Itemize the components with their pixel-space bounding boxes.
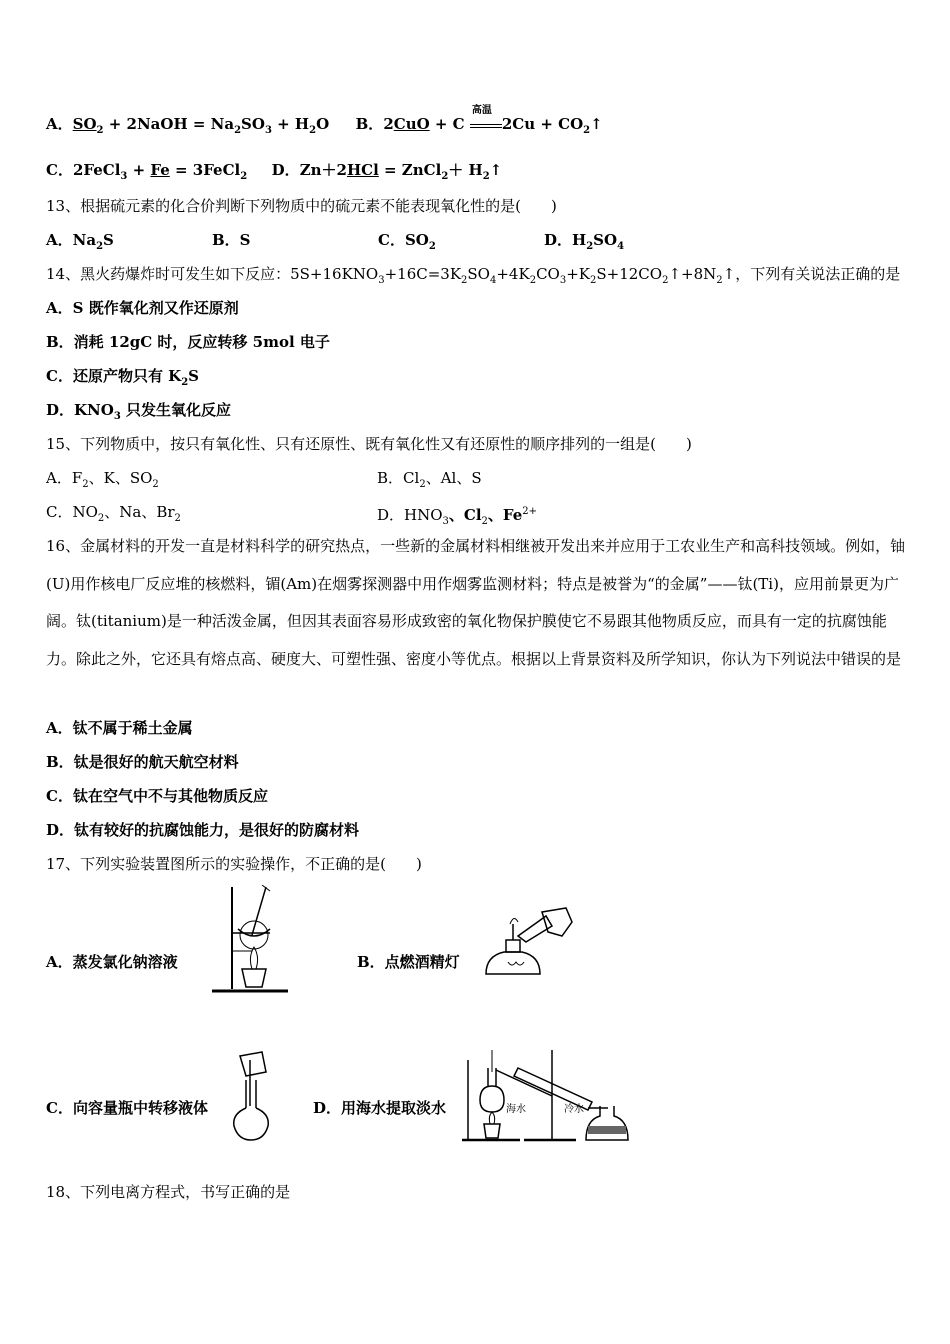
alcohol-lamp xyxy=(486,952,540,974)
beaker xyxy=(240,1052,266,1076)
evaporation-apparatus-figure xyxy=(208,885,292,997)
q12-option-row-cd xyxy=(46,160,502,187)
q16-stem: 16、金属材料的开发一直是材料科学的研究热点，一些新的金属材料相继被开发出来并应用于工农业生产和高科技领域。例如，铀(U)用作核电厂反应堆的核燃料，镅(Am)在烟雾探测器中用作烟雾监测材料；特点是被誉为“的金属”——钛(Ti)，应用前景更为广阔。钛(titanium)是一种活泼金属，但因其表面容易形成致密的氧化物保护膜使它不易跟其他物质反应，而具有一定的抗腐蚀能力。除此之外，它还具有熔点高、硬度大、可塑性强、密度小等优点。根据以上背景资料及所学知识，你认为下列说法中错误的是 xyxy=(46,537,906,668)
q16-option-c[interactable]: C．钛在空气中不与其他物质反应 xyxy=(46,787,268,805)
q15-option-b[interactable]: B．$Cl_2$、Al、S xyxy=(377,469,482,490)
q13-option-b[interactable]: B．S xyxy=(212,231,251,249)
q16-option-a[interactable]: A．钛不属于稀土金属 xyxy=(46,719,193,737)
q14-option-d[interactable]: D．$KNO_3$ 只发生氧化反应 xyxy=(46,401,232,422)
q16-option-d[interactable]: D．钛有较好的抗腐蚀能力，是很好的防腐材料 xyxy=(46,821,360,839)
q18-stem: 18、下列电离方程式，书写正确的是 xyxy=(46,1183,291,1201)
q17-option-b[interactable]: B．点燃酒精灯 xyxy=(357,953,460,971)
q17-option-a[interactable]: A．蒸发氯化钠溶液 xyxy=(46,953,178,971)
q12-option-c[interactable]: C．2FeCl$_3$ + Fe = 3FeCl$_2$ xyxy=(46,161,248,182)
q13-option-d[interactable]: D．$H_2SO_4$ xyxy=(544,231,625,252)
q13-options xyxy=(46,230,624,257)
q14-option-a[interactable]: A．S 既作氧化剂又作还原剂 xyxy=(46,299,239,317)
alcohol-lamp xyxy=(484,1124,500,1138)
q14-option-b[interactable]: B．消耗 12gC 时，反应转移 5mol 电子 xyxy=(46,333,330,351)
q15-option-d[interactable]: D．$HNO_3$、$Cl_2$、$Fe^{2+}$ xyxy=(377,506,538,527)
reaction-condition-equals: 高温 xyxy=(470,115,502,135)
receiving-flask xyxy=(586,1106,628,1140)
q13-stem: 13、根据硫元素的化合价判断下列物质中的硫元素不能表现氧化性的是( ) xyxy=(46,197,557,215)
q16-option-b[interactable]: B．钛是很好的航天航空材料 xyxy=(46,753,239,771)
q14-stem: 14、黑火药爆炸时可发生如下反应：$5S+16KNO_3+16C=3K_2SO_4+4K_2CO_3+K_2S+12CO_2↑+8N_2↑$，下列有关说法正确的是 xyxy=(46,265,901,286)
volumetric-flask-figure xyxy=(228,1050,280,1142)
distillation-apparatus-figure xyxy=(460,1046,632,1144)
q15-stem: 15、下列物质中，按只有氧化性、只有还原性、既有氧化性又有还原性的顺序排列的一组是( ) xyxy=(46,435,692,453)
seawater-label: 海水 xyxy=(506,1104,526,1115)
q13-option-a[interactable]: A．$Na_2S$ xyxy=(46,231,114,252)
q12-option-d[interactable]: D．Zn＋2HCl = ZnCl$_2$＋ $H_2↑$ xyxy=(271,161,503,182)
q17-option-c[interactable]: C．向容量瓶中转移液体 xyxy=(46,1099,208,1117)
q17-option-d[interactable]: D．用海水提取淡水 xyxy=(313,1099,447,1117)
cold-water-label: 冷水 xyxy=(564,1104,584,1115)
q15-option-c[interactable]: C．$NO_2$、Na、$Br_2$ xyxy=(46,503,181,524)
alcohol-lamp xyxy=(242,969,266,987)
q12-option-a[interactable]: A．$SO_2$ + 2NaOH = $Na_2SO_3 + H_2O$ xyxy=(46,115,330,136)
q17-stem: 17、下列实验装置图所示的实验操作，不正确的是( ) xyxy=(46,855,422,873)
q14-option-c[interactable]: C．还原产物只有 $K_2S$ xyxy=(46,367,200,388)
distilling-flask xyxy=(480,1086,504,1112)
hand-icon xyxy=(542,908,572,936)
q12-option-row-ab xyxy=(46,105,603,141)
q15-option-a[interactable]: A．$F_2$、K、$SO_2$ xyxy=(46,469,159,490)
flask-bulb xyxy=(234,1108,269,1140)
q13-option-c[interactable]: C．$SO_2$ xyxy=(378,231,436,252)
q12-option-b[interactable]: B．2CuO + C 高温 $2Cu + CO_2↑$ xyxy=(355,105,603,136)
glass-rod xyxy=(252,887,266,935)
lighting-lamp-figure xyxy=(482,906,574,984)
